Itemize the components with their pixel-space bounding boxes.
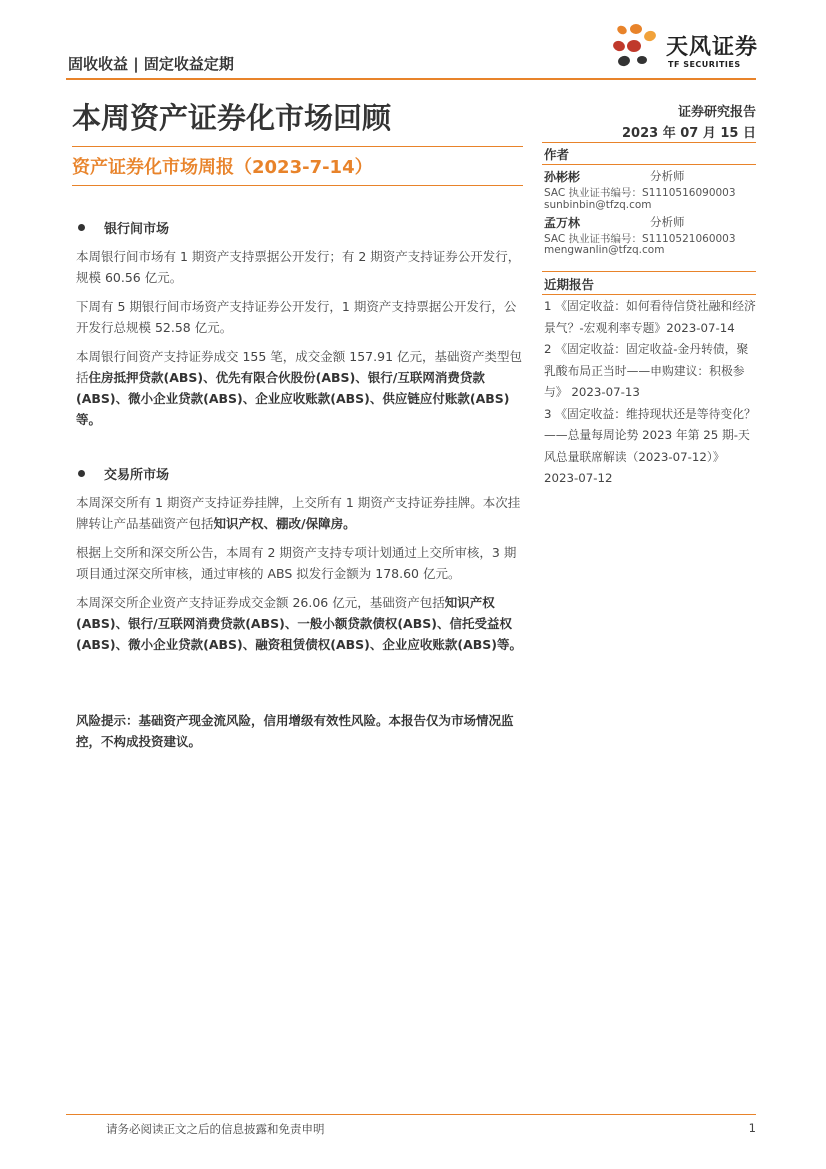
- subtitle-divider-top: [72, 146, 523, 147]
- section-heading-exchange: 交易所市场: [78, 464, 169, 483]
- sidebar-divider: [542, 294, 756, 295]
- section-heading-interbank: 银行间市场: [78, 218, 169, 237]
- report-type: 证券研究报告: [677, 105, 756, 120]
- recent-reports-heading: 近期报告: [544, 277, 595, 292]
- interbank-paragraph-2: 下周有 5 期银行间市场资产支持证券公开发行，1 期资产支持票据公开发行，公开发行总规模 52.58 亿元。: [76, 299, 517, 335]
- logo-mark-icon: [610, 20, 664, 72]
- author-email[interactable]: sunbinbin@tfzq.com: [544, 199, 652, 211]
- subtitle-divider-bottom: [72, 185, 523, 186]
- authors-heading: 作者: [544, 147, 570, 162]
- page-number: 1: [748, 1121, 756, 1135]
- list-item[interactable]: 1 《固定收益：如何看待信贷社融和经济景气？-宏观利率专题》2023-07-14: [544, 299, 756, 335]
- interbank-paragraph-1: 本周银行间市场有 1 期资产支持票据公开发行；有 2 期资产支持证券公开发行，规模 60.56 亿元。: [76, 249, 521, 285]
- list-item[interactable]: 3 《固定收益：维持现状还是等待变化？——总量每周论势 2023 年第 25 期-天风总量联席解读（2023-07-12）》 2023-07-12: [544, 406, 756, 485]
- risk-warning: 风险提示：基础资产现金流风险，信用增级有效性风险。本报告仅为市场情况监控，不构成投资建议。: [76, 713, 514, 749]
- author-role: 分析师: [650, 169, 685, 183]
- exchange-paragraph-2: 根据上交所和深交所公告，本周有 2 期资产支持专项计划通过上交所审核，3 期项目通过深交所审核，通过审核的 ABS 拟发行金额为 178.60 亿元。: [76, 545, 517, 581]
- tf-securities-logo: [610, 20, 760, 72]
- header-divider: [66, 78, 756, 80]
- bullet-icon: [78, 224, 85, 231]
- exchange-paragraph-3: 本周深交所企业资产支持证券成交金额 26.06 亿元，基础资产包括知识产权(ABS)、银行/互联网消费贷款(ABS)、一般小额贷款债权(ABS)、信托受益权(ABS)、微小企业贷款(ABS)、融资租赁债权(ABS)、企业应收账款(ABS)等。: [76, 595, 523, 652]
- author-sac: SAC 执业证书编号：S1110521060003: [544, 233, 736, 245]
- page-subtitle: 资产证券化市场周报（2023-7-14）: [72, 157, 373, 178]
- list-item[interactable]: 2 《固定收益：固定收益-金丹转债，聚乳酸布局正当时——申购建议：积极参与》 2023-07-13: [544, 342, 749, 399]
- author-role: 分析师: [650, 215, 685, 229]
- interbank-paragraph-3: 本周银行间资产支持证券成交 155 笔，成交金额 157.91 亿元，基础资产类型包括住房抵押贷款(ABS)、优先有限合伙股份(ABS)、银行/互联网消费贷款(ABS)、微小企业贷款(ABS)、企业应收账款(ABS)、供应链应付账款(ABS)等。: [76, 349, 522, 427]
- bullet-icon: [78, 470, 85, 477]
- sidebar-divider: [542, 271, 756, 272]
- footer-divider: [66, 1114, 756, 1115]
- author-sac: SAC 执业证书编号：S1110516090003: [544, 187, 736, 199]
- logo-text-cn: 天风证券: [666, 35, 759, 60]
- author-email[interactable]: mengwanlin@tfzq.com: [544, 244, 665, 256]
- page-title: 本周资产证券化市场回顾: [72, 101, 392, 135]
- report-category: 固收收益 | 固定收益定期: [68, 55, 234, 73]
- author-name: 孙彬彬: [544, 170, 581, 184]
- sidebar-divider: [542, 142, 756, 143]
- recent-reports-list: [544, 296, 758, 490]
- footer-disclaimer: 请务必阅读正文之后的信息披露和免责申明: [106, 1122, 325, 1136]
- author-name: 孟万林: [544, 216, 581, 230]
- report-date: 2023 年 07 月 15 日: [622, 126, 756, 141]
- logo-text-en: TF SECURITIES: [668, 60, 741, 69]
- exchange-paragraph-1: 本周深交所有 1 期资产支持证券挂牌，上交所有 1 期资产支持证券挂牌。本次挂牌转让产品基础资产包括知识产权、棚改/保障房。: [76, 495, 521, 531]
- sidebar-divider: [542, 164, 756, 165]
